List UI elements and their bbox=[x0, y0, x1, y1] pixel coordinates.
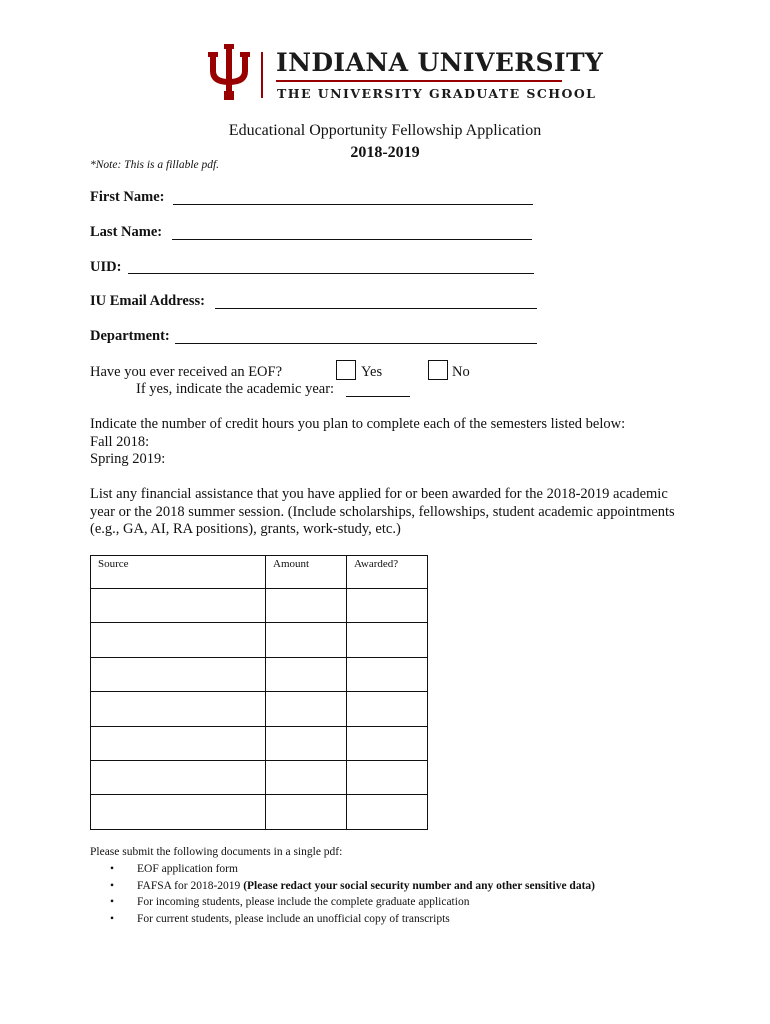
amount-cell[interactable] bbox=[266, 795, 347, 829]
list-item bbox=[110, 911, 595, 928]
amount-cell[interactable] bbox=[266, 589, 347, 623]
bullet-icon: • bbox=[110, 879, 115, 892]
list-item-text: For current students, please include an unofficial copy of transcripts bbox=[137, 912, 450, 925]
awarded-cell[interactable] bbox=[347, 795, 428, 829]
trident-icon bbox=[207, 44, 251, 100]
amount-header: Amount bbox=[266, 556, 347, 589]
last-name-label: Last Name: bbox=[90, 224, 163, 240]
list-item bbox=[110, 894, 595, 911]
source-cell[interactable] bbox=[91, 692, 266, 726]
table-row bbox=[91, 692, 428, 726]
awarded-header: Awarded? bbox=[347, 556, 428, 589]
awarded-cell[interactable] bbox=[347, 623, 428, 657]
assistance-instructions: List any financial assistance that you have applied for or been awarded for the 2018-2019 academic year or the 2018 summer session. (Include scholarships, fellowships, student academic appointments (e.g., GA, AI, RA positions), grants, work-study, etc.) bbox=[90, 486, 675, 537]
awarded-cell[interactable] bbox=[347, 589, 428, 623]
list-item bbox=[110, 878, 595, 895]
list-item-text: FAFSA for 2018-2019 bbox=[137, 879, 241, 892]
fall-label: Fall 2018: bbox=[90, 434, 150, 450]
academic-year-field[interactable] bbox=[346, 396, 410, 397]
credit-hours-intro: Indicate the number of credit hours you plan to complete each of the semesters listed below: bbox=[90, 416, 626, 432]
list-item-text: For incoming students, please include the complete graduate application bbox=[137, 896, 470, 908]
source-cell[interactable] bbox=[91, 760, 266, 794]
table-row bbox=[91, 726, 428, 760]
first-name-field[interactable] bbox=[173, 204, 533, 205]
table-row bbox=[91, 760, 428, 794]
table-row bbox=[91, 589, 428, 623]
source-cell[interactable] bbox=[91, 623, 266, 657]
amount-cell[interactable] bbox=[266, 692, 347, 726]
document-year: 2018-2019 bbox=[350, 144, 420, 161]
iu-trident-logo bbox=[207, 44, 251, 100]
department-field[interactable] bbox=[175, 343, 537, 344]
list-item bbox=[110, 861, 595, 878]
department-label: Department: bbox=[90, 328, 170, 344]
academic-year-prompt: If yes, indicate the academic year: bbox=[136, 381, 335, 397]
list-item-emphasis: (Please redact your social security number and any other sensitive data) bbox=[243, 879, 595, 892]
source-cell[interactable] bbox=[91, 795, 266, 829]
uid-label: UID: bbox=[90, 259, 122, 275]
bullet-icon: • bbox=[110, 912, 115, 925]
list-item-text: EOF application form bbox=[137, 863, 238, 875]
fillable-note: *Note: This is a fillable pdf. bbox=[90, 159, 220, 171]
uid-field[interactable] bbox=[128, 273, 534, 274]
university-name: INDIANA UNIVERSITY bbox=[276, 48, 604, 77]
source-cell[interactable] bbox=[91, 589, 266, 623]
assistance-table bbox=[90, 555, 428, 830]
logo-rule bbox=[276, 80, 562, 82]
document-title: Educational Opportunity Fellowship Application bbox=[228, 122, 542, 139]
table-header-row bbox=[91, 556, 428, 589]
no-label: No bbox=[452, 364, 470, 380]
no-checkbox[interactable] bbox=[428, 360, 448, 380]
table-row bbox=[91, 623, 428, 657]
amount-cell[interactable] bbox=[266, 657, 347, 691]
last-name-field[interactable] bbox=[172, 239, 532, 240]
table-body bbox=[91, 589, 428, 830]
yes-label: Yes bbox=[361, 364, 383, 380]
source-header: Source bbox=[91, 556, 266, 589]
school-name: THE UNIVERSITY GRADUATE SCHOOL bbox=[277, 86, 597, 101]
email-field[interactable] bbox=[215, 308, 537, 309]
eof-question: Have you ever received an EOF? bbox=[90, 364, 283, 380]
email-label: IU Email Address: bbox=[90, 293, 205, 309]
awarded-cell[interactable] bbox=[347, 760, 428, 794]
source-cell[interactable] bbox=[91, 657, 266, 691]
spring-label: Spring 2019: bbox=[90, 451, 166, 467]
table-row bbox=[91, 657, 428, 691]
bullet-icon: • bbox=[110, 863, 115, 875]
awarded-cell[interactable] bbox=[347, 692, 428, 726]
submission-list bbox=[110, 861, 595, 927]
amount-cell[interactable] bbox=[266, 760, 347, 794]
amount-cell[interactable] bbox=[266, 726, 347, 760]
table-row bbox=[91, 795, 428, 829]
submission-intro: Please submit the following documents in a single pdf: bbox=[90, 846, 343, 858]
bullet-icon: • bbox=[110, 896, 115, 908]
first-name-label: First Name: bbox=[90, 189, 165, 205]
amount-cell[interactable] bbox=[266, 623, 347, 657]
yes-checkbox[interactable] bbox=[336, 360, 356, 380]
source-cell[interactable] bbox=[91, 726, 266, 760]
awarded-cell[interactable] bbox=[347, 657, 428, 691]
logo-divider bbox=[261, 52, 263, 98]
awarded-cell[interactable] bbox=[347, 726, 428, 760]
